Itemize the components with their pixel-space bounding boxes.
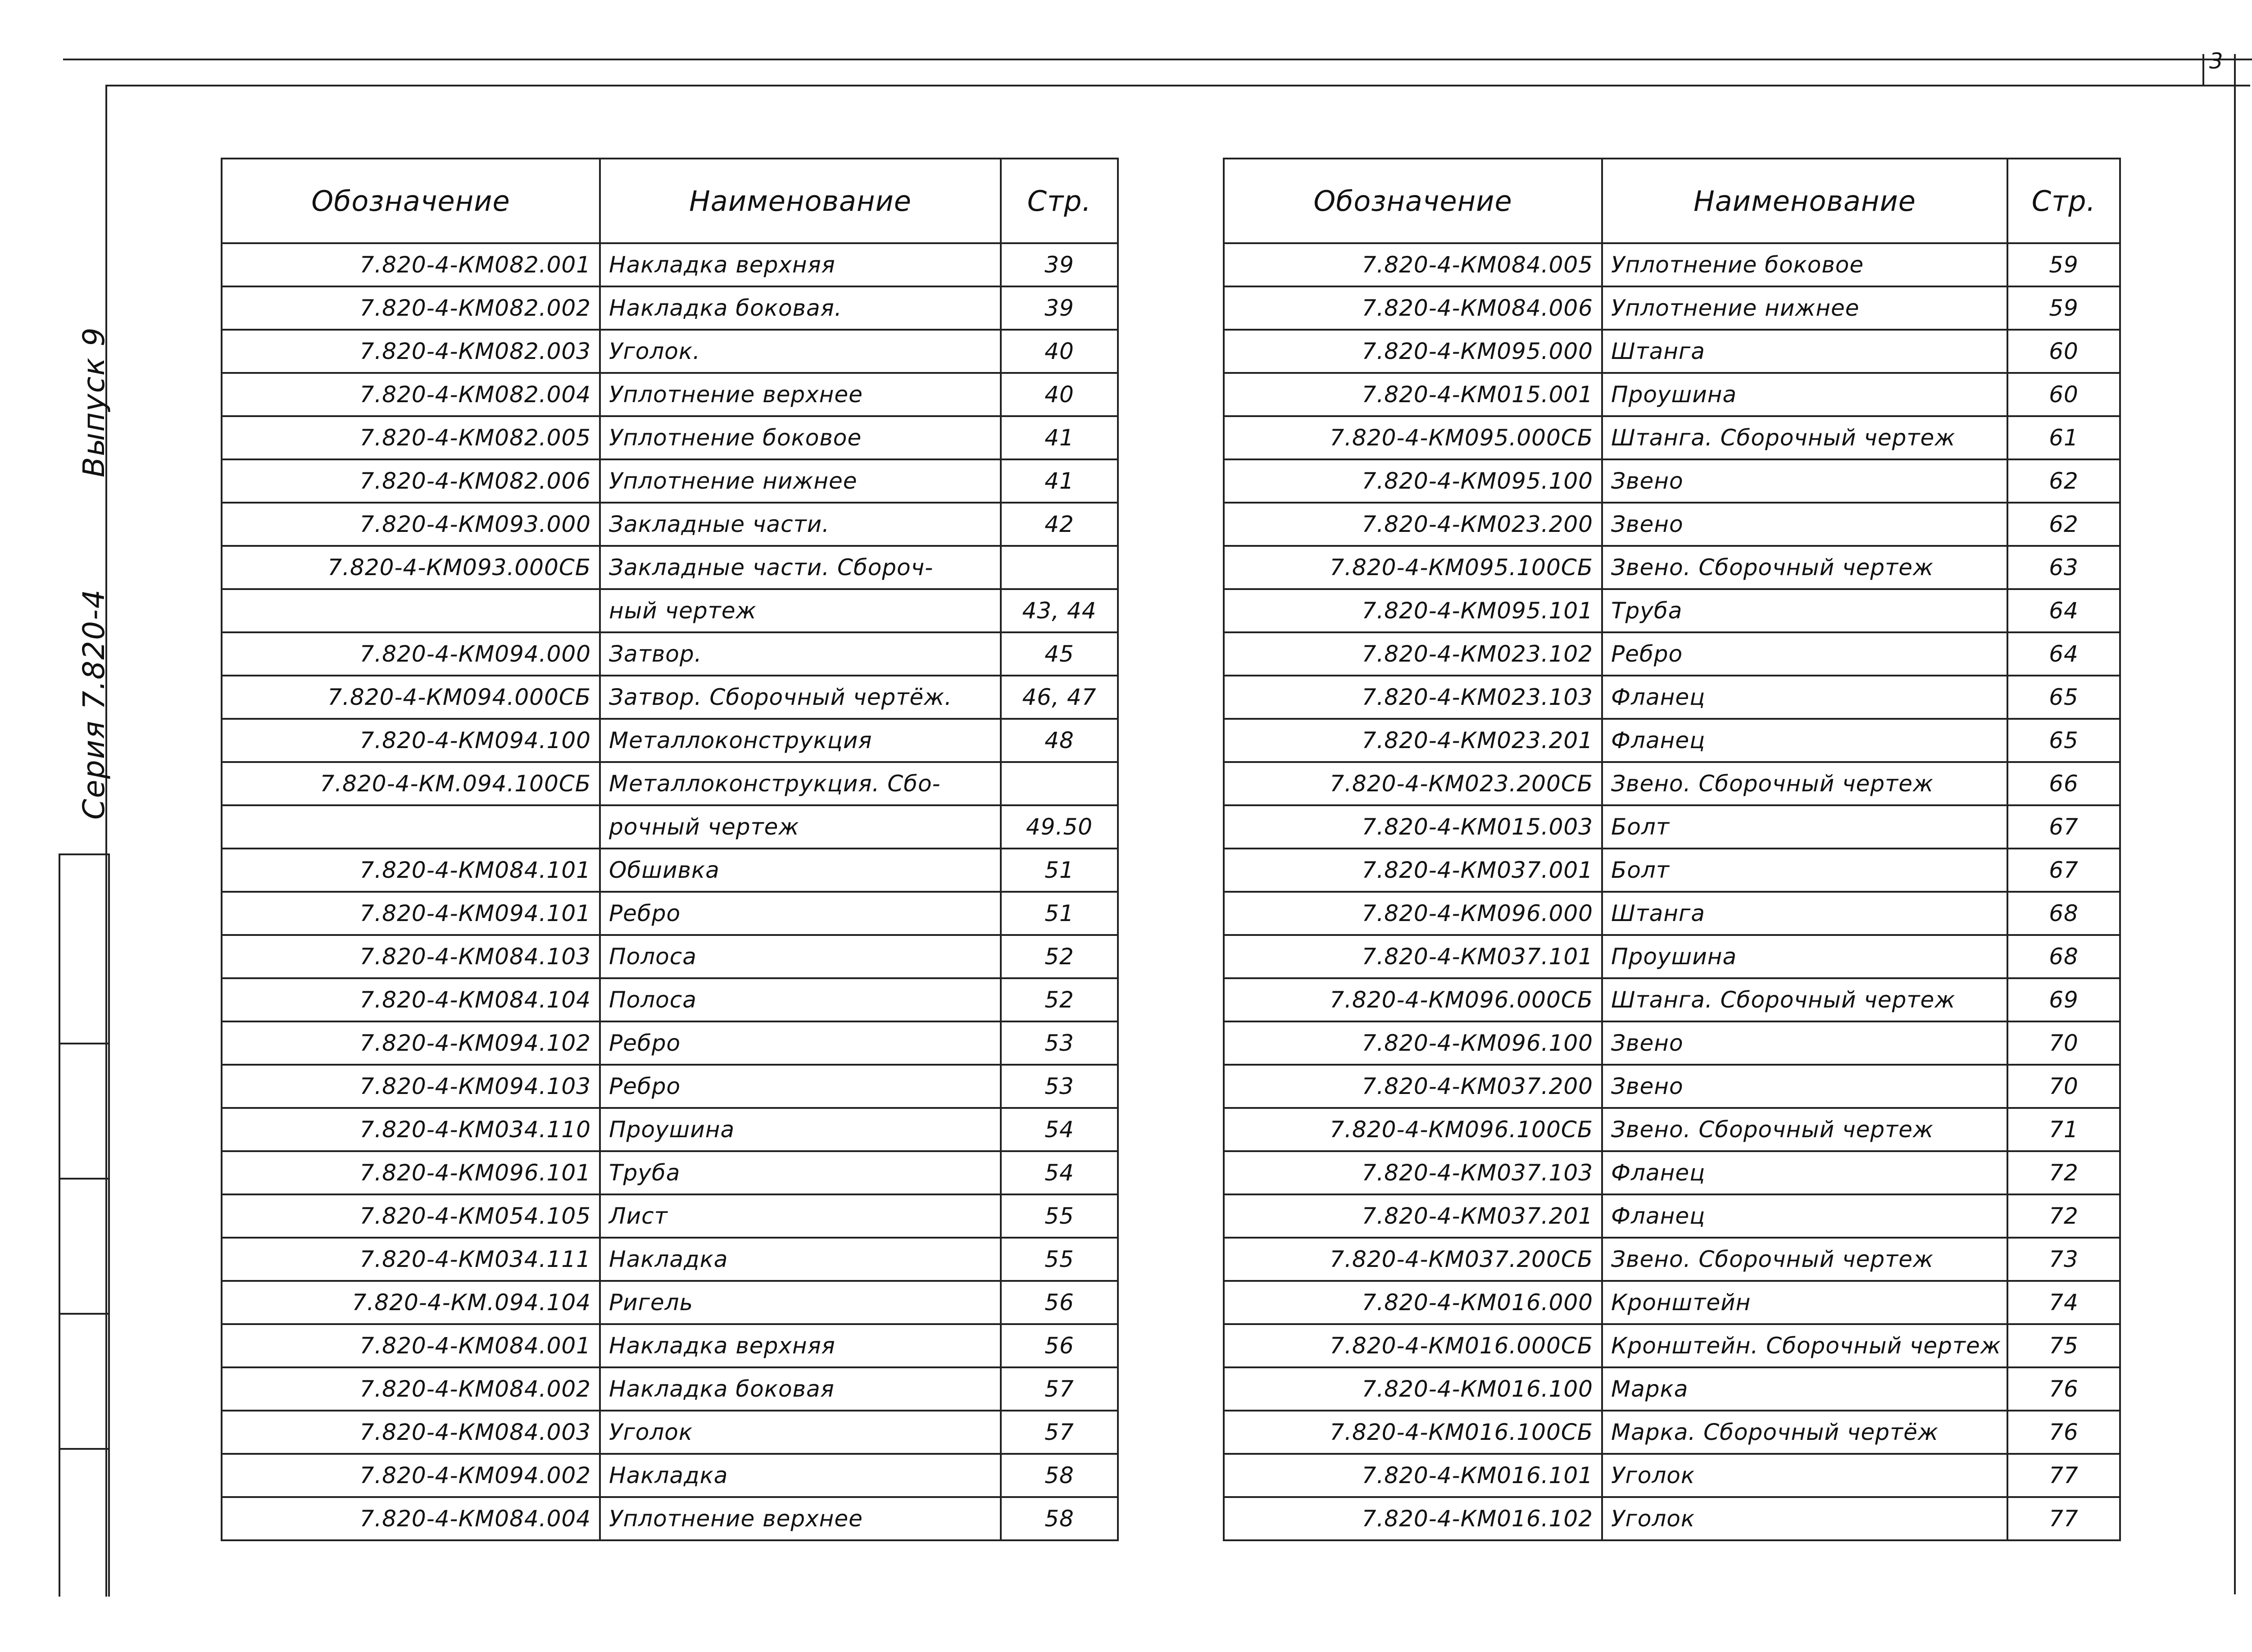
- page-cell: 64: [2007, 589, 2120, 632]
- designation-cell: 7.820-4-КМ096.000СБ: [1224, 978, 1602, 1021]
- header-row: [1224, 159, 2120, 243]
- page-cell: 68: [2007, 892, 2120, 935]
- name-cell: Обшивка: [600, 849, 1001, 892]
- designation-cell: 7.820-4-КМ.094.100СБ: [222, 762, 600, 805]
- page-cell: 61: [2007, 416, 2120, 459]
- designation-cell: 7.820-4-КМ037.200СБ: [1224, 1238, 1602, 1281]
- page-cell: 58: [1001, 1454, 1118, 1497]
- page-number-box-line: [2202, 54, 2204, 86]
- name-cell: Накладка: [600, 1454, 1001, 1497]
- name-cell: Накладка верхняя: [600, 243, 1001, 286]
- page-cell: 40: [1001, 373, 1118, 416]
- page-cell: 68: [2007, 935, 2120, 978]
- designation-cell: 7.820-4-КМ.094.104: [222, 1281, 600, 1324]
- designation-cell: 7.820-4-КМ094.102: [222, 1021, 600, 1065]
- name-cell: Штанга: [1602, 892, 2007, 935]
- table-row: [1224, 1021, 2120, 1065]
- name-cell: Уплотнение нижнее: [1602, 286, 2007, 330]
- table-row: [222, 1194, 1118, 1238]
- designation-cell: 7.820-4-КМ016.000: [1224, 1281, 1602, 1324]
- name-cell: Фланец: [1602, 1151, 2007, 1194]
- name-cell: Фланец: [1602, 1194, 2007, 1238]
- table-row: [1224, 1194, 2120, 1238]
- table-row: [222, 1281, 1118, 1324]
- page-cell: 49.50: [1001, 805, 1118, 849]
- table-row: [222, 1497, 1118, 1540]
- page-cell: [1001, 546, 1118, 589]
- name-cell: Труба: [1602, 589, 2007, 632]
- table-row: [1224, 546, 2120, 589]
- table-row: [1224, 1454, 2120, 1497]
- page-cell: 70: [2007, 1021, 2120, 1065]
- designation-cell: 7.820-4-КМ016.101: [1224, 1454, 1602, 1497]
- designation-cell: 7.820-4-КМ084.103: [222, 935, 600, 978]
- designation-cell: 7.820-4-КМ084.005: [1224, 243, 1602, 286]
- designation-cell: 7.820-4-КМ016.102: [1224, 1497, 1602, 1540]
- designation-cell: 7.820-4-КМ015.001: [1224, 373, 1602, 416]
- table-row: [222, 805, 1118, 849]
- name-cell: Ребро: [600, 1065, 1001, 1108]
- page-cell: 52: [1001, 935, 1118, 978]
- page-cell: 43, 44: [1001, 589, 1118, 632]
- table-row: [1224, 503, 2120, 546]
- name-cell: Полоса: [600, 978, 1001, 1021]
- page-cell: 39: [1001, 286, 1118, 330]
- table-row: [1224, 632, 2120, 676]
- name-cell: Звено. Сборочный чертеж: [1602, 762, 2007, 805]
- name-cell: Фланец: [1602, 719, 2007, 762]
- page-cell: 51: [1001, 892, 1118, 935]
- table-row: [222, 503, 1118, 546]
- page-cell: 54: [1001, 1108, 1118, 1151]
- page-cell: 59: [2007, 286, 2120, 330]
- page-cell: 77: [2007, 1497, 2120, 1540]
- name-cell: Ребро: [600, 1021, 1001, 1065]
- page-cell: 48: [1001, 719, 1118, 762]
- page-cell: 51: [1001, 849, 1118, 892]
- table-row: [1224, 1367, 2120, 1411]
- designation-cell: [222, 805, 600, 849]
- designation-cell: 7.820-4-КМ084.004: [222, 1497, 600, 1540]
- page-cell: 45: [1001, 632, 1118, 676]
- designation-cell: [222, 589, 600, 632]
- table-row: [222, 676, 1118, 719]
- page-header: Стр.: [2007, 159, 2120, 243]
- designation-cell: 7.820-4-КМ034.111: [222, 1238, 600, 1281]
- designation-cell: 7.820-4-КМ023.102: [1224, 632, 1602, 676]
- table-row: [222, 589, 1118, 632]
- designation-cell: 7.820-4-КМ034.110: [222, 1108, 600, 1151]
- name-cell: Ригель: [600, 1281, 1001, 1324]
- page-cell: 59: [2007, 243, 2120, 286]
- table-row: [1224, 892, 2120, 935]
- series-label: Серия 7.820-4: [77, 589, 111, 820]
- table-row: [222, 1367, 1118, 1411]
- name-cell: Звено. Сборочный чертеж: [1602, 1108, 2007, 1151]
- designation-cell: 7.820-4-КМ037.001: [1224, 849, 1602, 892]
- designation-header: Обозначение: [1224, 159, 1602, 243]
- name-cell: Болт: [1602, 849, 2007, 892]
- designation-cell: 7.820-4-КМ084.003: [222, 1411, 600, 1454]
- page-cell: 60: [2007, 373, 2120, 416]
- designation-cell: 7.820-4-КМ037.101: [1224, 935, 1602, 978]
- name-cell: Уплотнение верхнее: [600, 373, 1001, 416]
- designation-cell: 7.820-4-КМ016.100СБ: [1224, 1411, 1602, 1454]
- table-row: [1224, 719, 2120, 762]
- name-cell: Ребро: [1602, 632, 2007, 676]
- page-cell: 72: [2007, 1151, 2120, 1194]
- table-row: [1224, 1324, 2120, 1367]
- page-cell: 54: [1001, 1151, 1118, 1194]
- page-cell: 72: [2007, 1194, 2120, 1238]
- name-cell: Звено: [1602, 503, 2007, 546]
- name-cell: Проушина: [1602, 373, 2007, 416]
- table-row: [1224, 330, 2120, 373]
- page-cell: 53: [1001, 1065, 1118, 1108]
- table-row: [222, 1021, 1118, 1065]
- page-cell: 62: [2007, 503, 2120, 546]
- name-cell: рочный чертеж: [600, 805, 1001, 849]
- name-cell: Труба: [600, 1151, 1001, 1194]
- name-cell: Штанга. Сборочный чертеж: [1602, 416, 2007, 459]
- name-cell: Уголок: [600, 1411, 1001, 1454]
- designation-cell: 7.820-4-КМ037.201: [1224, 1194, 1602, 1238]
- margin-stamp-box: [59, 853, 110, 1597]
- page-cell: 57: [1001, 1411, 1118, 1454]
- table-row: [222, 286, 1118, 330]
- page-cell: 73: [2007, 1238, 2120, 1281]
- table-row: [222, 243, 1118, 286]
- page-cell: 42: [1001, 503, 1118, 546]
- page-cell: 39: [1001, 243, 1118, 286]
- page-cell: 58: [1001, 1497, 1118, 1540]
- name-cell: Накладка: [600, 1238, 1001, 1281]
- page-cell: 55: [1001, 1238, 1118, 1281]
- page-cell: 71: [2007, 1108, 2120, 1151]
- designation-cell: 7.820-4-КМ093.000: [222, 503, 600, 546]
- designation-cell: 7.820-4-КМ037.103: [1224, 1151, 1602, 1194]
- page-cell: 69: [2007, 978, 2120, 1021]
- designation-cell: 7.820-4-КМ096.100СБ: [1224, 1108, 1602, 1151]
- designation-cell: 7.820-4-КМ037.200: [1224, 1065, 1602, 1108]
- designation-cell: 7.820-4-КМ016.000СБ: [1224, 1324, 1602, 1367]
- table-row: [222, 978, 1118, 1021]
- designation-cell: 7.820-4-КМ084.002: [222, 1367, 600, 1411]
- table-row: [222, 719, 1118, 762]
- frame-top-line: [106, 85, 2250, 86]
- designation-cell: 7.820-4-КМ084.006: [1224, 286, 1602, 330]
- table-row: [222, 849, 1118, 892]
- page-cell: 75: [2007, 1324, 2120, 1367]
- name-cell: Кронштейн. Сборочный чертеж: [1602, 1324, 2007, 1367]
- name-cell: ный чертеж: [600, 589, 1001, 632]
- designation-cell: 7.820-4-КМ094.000СБ: [222, 676, 600, 719]
- table-row: [222, 330, 1118, 373]
- designation-cell: 7.820-4-КМ023.200СБ: [1224, 762, 1602, 805]
- designation-cell: 7.820-4-КМ023.200: [1224, 503, 1602, 546]
- designation-cell: 7.820-4-КМ096.100: [1224, 1021, 1602, 1065]
- name-cell: Металлоконструкция. Сбо-: [600, 762, 1001, 805]
- table-row: [1224, 416, 2120, 459]
- page-cell: 65: [2007, 719, 2120, 762]
- designation-cell: 7.820-4-КМ095.000: [1224, 330, 1602, 373]
- table-row: [1224, 1151, 2120, 1194]
- name-cell: Проушина: [1602, 935, 2007, 978]
- name-cell: Уплотнение верхнее: [600, 1497, 1001, 1540]
- right-spec-table: [1223, 158, 2121, 1541]
- designation-cell: 7.820-4-КМ082.002: [222, 286, 600, 330]
- name-cell: Металлоконструкция: [600, 719, 1001, 762]
- table-row: [222, 546, 1118, 589]
- designation-cell: 7.820-4-КМ084.001: [222, 1324, 600, 1367]
- name-cell: Штанга: [1602, 330, 2007, 373]
- name-cell: Уголок.: [600, 330, 1001, 373]
- page-cell: 76: [2007, 1411, 2120, 1454]
- table-row: [222, 1065, 1118, 1108]
- designation-cell: 7.820-4-КМ095.100СБ: [1224, 546, 1602, 589]
- designation-cell: 7.820-4-КМ094.100: [222, 719, 600, 762]
- table-row: [222, 1411, 1118, 1454]
- name-cell: Уплотнение боковое: [600, 416, 1001, 459]
- table-row: [222, 1238, 1118, 1281]
- table-row: [1224, 286, 2120, 330]
- name-cell: Звено: [1602, 1021, 2007, 1065]
- name-cell: Накладка верхняя: [600, 1324, 1001, 1367]
- designation-cell: 7.820-4-КМ082.005: [222, 416, 600, 459]
- name-cell: Закладные части.: [600, 503, 1001, 546]
- page-cell: 57: [1001, 1367, 1118, 1411]
- name-cell: Затвор.: [600, 632, 1001, 676]
- name-cell: Марка: [1602, 1367, 2007, 1411]
- table-row: [1224, 1238, 2120, 1281]
- page-header: Стр.: [1001, 159, 1118, 243]
- designation-cell: 7.820-4-КМ095.100: [1224, 459, 1602, 503]
- table-row: [1224, 978, 2120, 1021]
- page-cell: 67: [2007, 805, 2120, 849]
- table-row: [222, 373, 1118, 416]
- table-row: [1224, 1411, 2120, 1454]
- name-cell: Звено: [1602, 459, 2007, 503]
- designation-cell: 7.820-4-КМ082.003: [222, 330, 600, 373]
- table-row: [222, 892, 1118, 935]
- page-cell: 55: [1001, 1194, 1118, 1238]
- name-cell: Закладные части. Сбороч-: [600, 546, 1001, 589]
- designation-cell: 7.820-4-КМ023.103: [1224, 676, 1602, 719]
- table-row: [222, 762, 1118, 805]
- page-cell: 56: [1001, 1324, 1118, 1367]
- page-cell: 63: [2007, 546, 2120, 589]
- page-cell: 40: [1001, 330, 1118, 373]
- designation-cell: 7.820-4-КМ015.003: [1224, 805, 1602, 849]
- designation-cell: 7.820-4-КМ096.101: [222, 1151, 600, 1194]
- table-row: [1224, 243, 2120, 286]
- table-row: [1224, 459, 2120, 503]
- designation-cell: 7.820-4-КМ095.101: [1224, 589, 1602, 632]
- name-cell: Ребро: [600, 892, 1001, 935]
- designation-cell: 7.820-4-КМ095.000СБ: [1224, 416, 1602, 459]
- name-cell: Накладка боковая.: [600, 286, 1001, 330]
- name-cell: Проушина: [600, 1108, 1001, 1151]
- name-cell: Уголок: [1602, 1454, 2007, 1497]
- name-cell: Лист: [600, 1194, 1001, 1238]
- table-row: [1224, 849, 2120, 892]
- designation-cell: 7.820-4-КМ094.000: [222, 632, 600, 676]
- designation-cell: 7.820-4-КМ016.100: [1224, 1367, 1602, 1411]
- designation-cell: 7.820-4-КМ094.101: [222, 892, 600, 935]
- table-row: [222, 459, 1118, 503]
- page-cell: 60: [2007, 330, 2120, 373]
- name-cell: Марка. Сборочный чертёж: [1602, 1411, 2007, 1454]
- designation-cell: 7.820-4-КМ084.101: [222, 849, 600, 892]
- designation-cell: 7.820-4-КМ082.004: [222, 373, 600, 416]
- name-cell: Полоса: [600, 935, 1001, 978]
- page-cell: 46, 47: [1001, 676, 1118, 719]
- name-header: Наименование: [1602, 159, 2007, 243]
- table-row: [1224, 762, 2120, 805]
- page-cell: 64: [2007, 632, 2120, 676]
- designation-cell: 7.820-4-КМ094.002: [222, 1454, 600, 1497]
- name-cell: Звено. Сборочный чертеж: [1602, 546, 2007, 589]
- designation-cell: 7.820-4-КМ054.105: [222, 1194, 600, 1238]
- page-cell: 66: [2007, 762, 2120, 805]
- issue-label: Выпуск 9: [77, 327, 111, 477]
- name-cell: Кронштейн: [1602, 1281, 2007, 1324]
- page-cell: 53: [1001, 1021, 1118, 1065]
- table-row: [1224, 589, 2120, 632]
- page-cell: 62: [2007, 459, 2120, 503]
- table-row: [222, 1454, 1118, 1497]
- frame-right-line: [2234, 54, 2236, 1594]
- table-row: [1224, 805, 2120, 849]
- page-cell: 65: [2007, 676, 2120, 719]
- page-cell: 77: [2007, 1454, 2120, 1497]
- table-row: [222, 632, 1118, 676]
- name-cell: Звено: [1602, 1065, 2007, 1108]
- page-cell: 67: [2007, 849, 2120, 892]
- page-cell: 70: [2007, 1065, 2120, 1108]
- top-border-line: [63, 59, 2252, 60]
- name-cell: Болт: [1602, 805, 2007, 849]
- left-spec-table: [221, 158, 1119, 1541]
- name-cell: Уплотнение нижнее: [600, 459, 1001, 503]
- name-cell: Звено. Сборочный чертеж: [1602, 1238, 2007, 1281]
- header-row: [222, 159, 1118, 243]
- table-row: [222, 1151, 1118, 1194]
- page-cell: 41: [1001, 459, 1118, 503]
- table-row: [1224, 1281, 2120, 1324]
- page-cell: [1001, 762, 1118, 805]
- designation-cell: 7.820-4-КМ084.104: [222, 978, 600, 1021]
- designation-cell: 7.820-4-КМ096.000: [1224, 892, 1602, 935]
- page-cell: 52: [1001, 978, 1118, 1021]
- name-cell: Накладка боковая: [600, 1367, 1001, 1411]
- designation-cell: 7.820-4-КМ094.103: [222, 1065, 600, 1108]
- table-row: [222, 416, 1118, 459]
- table-row: [222, 935, 1118, 978]
- page-number: 3: [2209, 49, 2223, 74]
- table-row: [1224, 373, 2120, 416]
- table-row: [1224, 935, 2120, 978]
- name-cell: Затвор. Сборочный чертёж.: [600, 676, 1001, 719]
- table-row: [222, 1108, 1118, 1151]
- designation-cell: 7.820-4-КМ082.006: [222, 459, 600, 503]
- table-row: [1224, 1108, 2120, 1151]
- table-row: [1224, 1497, 2120, 1540]
- name-cell: Штанга. Сборочный чертеж: [1602, 978, 2007, 1021]
- table-row: [222, 1324, 1118, 1367]
- name-header: Наименование: [600, 159, 1001, 243]
- name-cell: Фланец: [1602, 676, 2007, 719]
- page-cell: 74: [2007, 1281, 2120, 1324]
- name-cell: Уголок: [1602, 1497, 2007, 1540]
- table-row: [1224, 1065, 2120, 1108]
- designation-header: Обозначение: [222, 159, 600, 243]
- page-cell: 41: [1001, 416, 1118, 459]
- designation-cell: 7.820-4-КМ023.201: [1224, 719, 1602, 762]
- page-cell: 56: [1001, 1281, 1118, 1324]
- designation-cell: 7.820-4-КМ093.000СБ: [222, 546, 600, 589]
- page-cell: 76: [2007, 1367, 2120, 1411]
- table-row: [1224, 676, 2120, 719]
- designation-cell: 7.820-4-КМ082.001: [222, 243, 600, 286]
- name-cell: Уплотнение боковое: [1602, 243, 2007, 286]
